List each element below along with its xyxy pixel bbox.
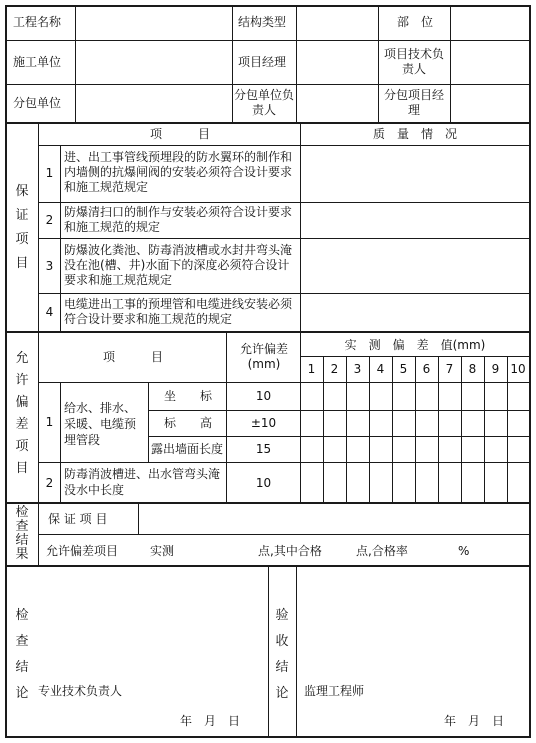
tech-lead-field[interactable] xyxy=(452,42,529,84)
project-name-field[interactable] xyxy=(77,8,231,40)
measured-col-7: 7 xyxy=(445,362,454,376)
guarantee-side-label: 保证项目 xyxy=(15,184,29,271)
vline-check xyxy=(138,503,139,535)
guarantee-item-3-text: 防爆波化粪池、防毒消波槽或水封井弯头淹没在池(槽、井)水面下的深度必须符合设计要求和施工规范规定 xyxy=(64,243,293,287)
hline-g-head xyxy=(38,145,531,146)
measured-col-10: 10 xyxy=(510,362,526,376)
measured-col-2: 2 xyxy=(330,362,339,376)
check-points-rate: 点,合格率 xyxy=(356,544,408,558)
tolerance-item-2-value: 10 xyxy=(255,476,272,490)
vline-conc-right xyxy=(296,566,297,737)
frame-right xyxy=(529,5,531,738)
guarantee-item-1-no: 1 xyxy=(45,166,54,180)
construction-unit-field[interactable] xyxy=(77,42,231,84)
vline-h5 xyxy=(450,5,451,123)
guarantee-item-2-no: 2 xyxy=(45,213,54,227)
tolerance-sub-3-value: 15 xyxy=(255,442,272,456)
tolerance-item-2-name: 防毒消波槽进、出水管弯头淹没水中长度 xyxy=(64,467,221,497)
measured-col-3: 3 xyxy=(353,362,362,376)
label-sub-manager: 分包项目经理 xyxy=(384,88,445,117)
label-part: 部 位 xyxy=(396,15,433,29)
tolerance-sub-2-label: 标 高 xyxy=(163,416,212,430)
part-field[interactable] xyxy=(452,8,529,40)
label-tech-lead: 项目技术负责人 xyxy=(384,47,445,76)
check-guarantee-field[interactable] xyxy=(140,505,529,534)
structure-type-field[interactable] xyxy=(298,8,377,40)
guarantee-item-3-no: 3 xyxy=(45,259,54,273)
vline-g-no xyxy=(60,145,61,332)
project-manager-field[interactable] xyxy=(298,42,377,84)
measured-col-6: 6 xyxy=(422,362,431,376)
guarantee-col-item: 项 目 xyxy=(149,127,210,141)
check-conclusion-field[interactable] xyxy=(40,568,267,676)
tolerance-col-allow: 允许偏差(mm) xyxy=(239,342,288,371)
date-right: 年 月 日 xyxy=(444,714,505,728)
tolerance-sub-1-label: 坐 标 xyxy=(163,389,212,403)
vline-g-quality xyxy=(300,123,301,332)
vline-conc-mid xyxy=(268,566,269,737)
tolerance-item-1-no: 1 xyxy=(45,415,54,429)
vline-t-no xyxy=(60,382,61,503)
sub-lead-field[interactable] xyxy=(298,86,377,122)
vline-h3 xyxy=(296,5,297,123)
hline-row1 xyxy=(5,40,531,41)
measured-col-5: 5 xyxy=(399,362,408,376)
check-pass-rate[interactable] xyxy=(420,537,456,563)
tolerance-sub-1-value: 10 xyxy=(255,389,272,403)
measured-col-1: 1 xyxy=(307,362,316,376)
hline-g1 xyxy=(38,202,531,203)
vline-t-allow-r xyxy=(300,332,301,503)
accept-conclusion-field[interactable] xyxy=(298,568,529,676)
check-measured-count[interactable] xyxy=(180,537,260,563)
hline-g2 xyxy=(38,238,531,239)
label-construction-unit: 施工单位 xyxy=(13,55,62,69)
guarantee-item-1-quality[interactable] xyxy=(302,147,529,202)
guarantee-item-4-quality[interactable] xyxy=(302,295,529,331)
date-left: 年 月 日 xyxy=(180,714,241,728)
label-structure-type: 结构类型 xyxy=(238,15,287,29)
label-sub-lead: 分包单位负责人 xyxy=(234,88,295,117)
subcontractor-field[interactable] xyxy=(77,86,231,122)
guarantee-item-4-no: 4 xyxy=(45,305,54,319)
vline-h1 xyxy=(75,5,76,123)
label-project-manager: 项目经理 xyxy=(238,55,287,69)
hline-check xyxy=(38,534,531,535)
guarantee-item-4-text: 电缆进出工事的预埋管和电缆进线安装必须符合设计要求和施工规范的规定 xyxy=(64,297,293,326)
frame-top xyxy=(5,5,531,7)
tolerance-item-1-name: 给水、排水、采暖、电缆预埋管段 xyxy=(64,401,137,447)
hline-row2 xyxy=(5,84,531,85)
tolerance-item-2-no: 2 xyxy=(45,476,54,490)
label-subcontractor: 分包单位 xyxy=(13,96,62,110)
check-measured: 实测 xyxy=(150,544,175,558)
vline-h4 xyxy=(378,5,379,123)
check-result-side-label: 检查结果 xyxy=(15,505,29,562)
check-conclusion-side-label: 检查结论 xyxy=(15,608,29,701)
guarantee-item-2-quality[interactable] xyxy=(302,204,529,238)
tech-person-label: 专业技术负责人 xyxy=(38,684,123,698)
check-pass-count[interactable] xyxy=(332,537,356,563)
guarantee-item-1-text: 进、出工事管线预埋段的防水翼环的制作和内墙侧的抗爆闸阀的安装必须符合设计要求和施工规范规定 xyxy=(64,150,293,194)
tolerance-sub-2-value: ±10 xyxy=(250,416,277,430)
measured-values-grid[interactable] xyxy=(302,384,529,502)
check-points-pass: 点,其中合格 xyxy=(258,544,322,558)
measured-col-9: 9 xyxy=(491,362,500,376)
hline-g3 xyxy=(38,293,531,294)
guarantee-col-quality: 质 量 情 况 xyxy=(372,127,457,141)
frame-left xyxy=(5,5,7,738)
supervisor-label: 监理工程师 xyxy=(304,684,365,698)
sub-manager-field[interactable] xyxy=(452,86,529,122)
measured-col-8: 8 xyxy=(468,362,477,376)
hline-t-head xyxy=(38,382,531,383)
hline-header-end xyxy=(5,122,531,124)
vline-side xyxy=(38,123,39,566)
vline-h2 xyxy=(232,5,233,123)
hline-guarantee-end xyxy=(5,331,531,333)
check-percent: % xyxy=(458,544,470,558)
guarantee-item-3-quality[interactable] xyxy=(302,240,529,293)
tolerance-sub-3-label: 露出墙面长度 xyxy=(150,442,223,456)
check-tolerance-label: 允许偏差项目 xyxy=(46,544,119,558)
tolerance-col-item: 项 目 xyxy=(102,350,163,364)
tolerance-col-measured: 实 测 偏 差 值(mm) xyxy=(344,338,486,352)
accept-conclusion-side-label: 验收结论 xyxy=(275,608,289,701)
hline-tolerance-end xyxy=(5,502,531,504)
label-project-name: 工程名称 xyxy=(13,15,62,29)
tolerance-side-label: 允许偏差项目 xyxy=(15,351,29,476)
check-guarantee-label: 保 证 项 目 xyxy=(48,512,108,526)
measured-col-4: 4 xyxy=(376,362,385,376)
guarantee-item-2-text: 防爆清扫口的制作与安装必须符合设计要求和施工规范的规定 xyxy=(64,205,293,234)
